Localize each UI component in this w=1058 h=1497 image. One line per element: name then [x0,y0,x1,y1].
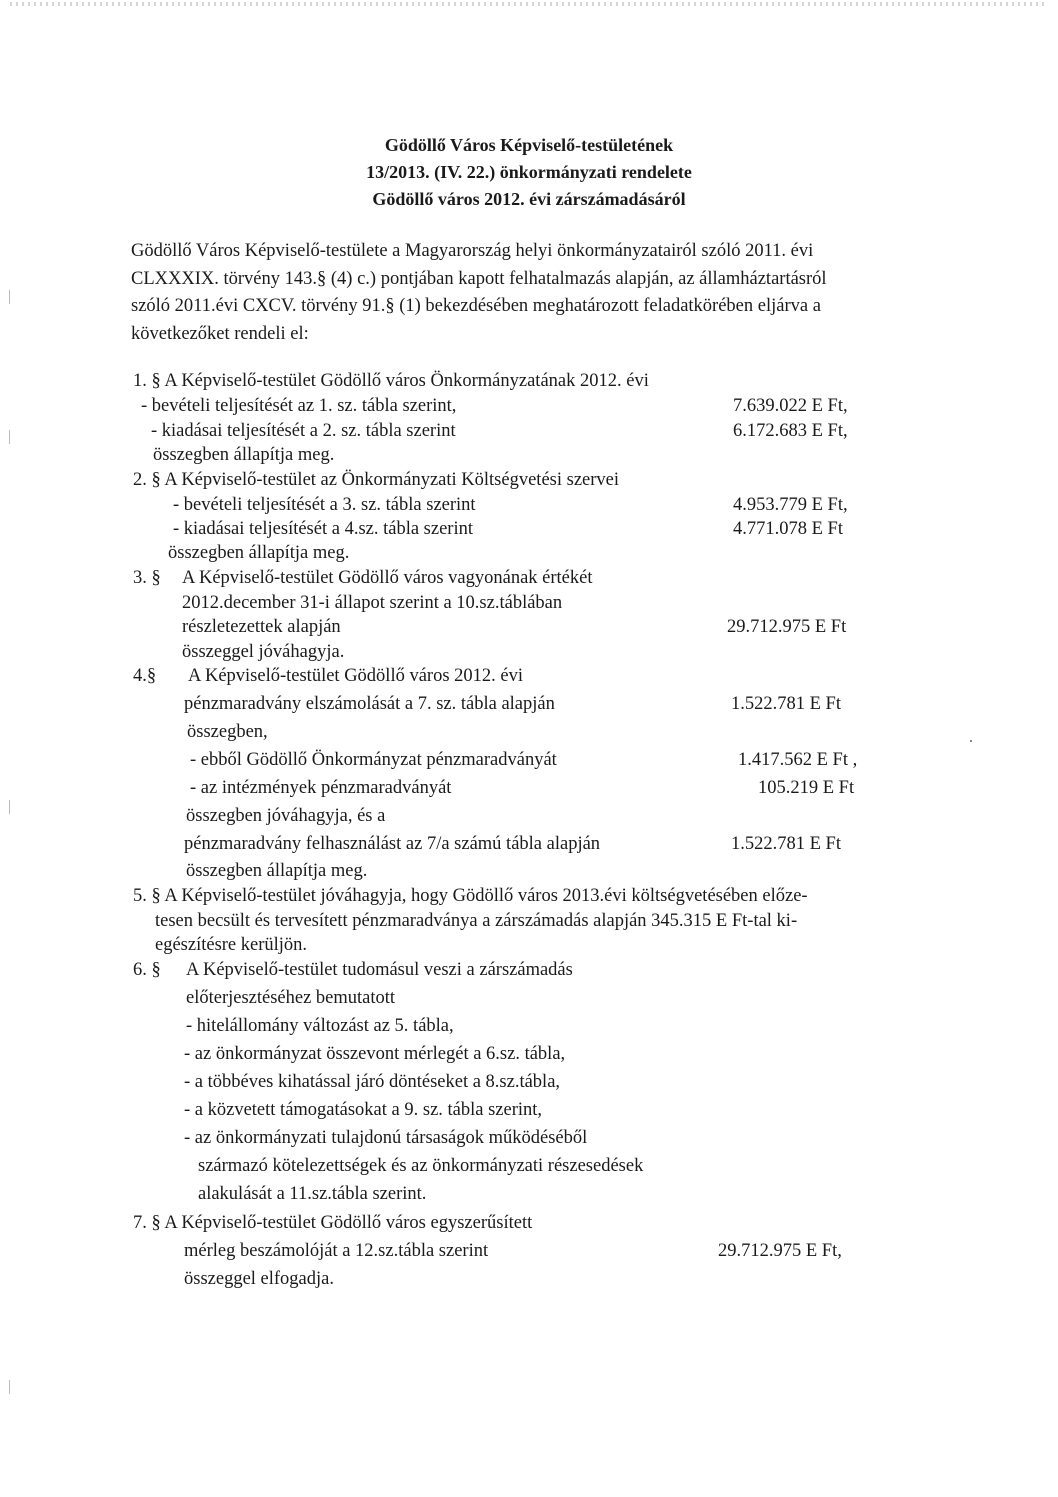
preamble-line: szóló 2011.évi CXCV. törvény 91.§ (1) bekezdésében meghatározott feladatkörében eljárva a [131,296,821,316]
section-6-list-item: - az önkormányzati tulajdonú társaságok működéséből [184,1128,588,1148]
section-4-amount: 105.219 E Ft [758,778,855,798]
section-4-line: - ebből Gödöllő Önkormányzat pénzmaradványát [190,750,557,770]
preamble [131,238,943,348]
section-1-amount: 7.639.022 E Ft, [733,396,848,416]
section-6-list-item: származó kötelezettségek és az önkormányzati részesedések [198,1156,644,1176]
section-2-amount: 4.771.078 E Ft [733,519,843,539]
section-3-line: 2012.december 31-i állapot szerint a 10.sz.táblában [182,593,563,613]
preamble-line: CLXXXIX. törvény 143.§ (4) c.) pontjában kapott felhatalmazás alapján, az államháztartásról [131,268,827,289]
section-2-amount: 4.953.779 E Ft, [733,495,848,515]
section-4-line: összegben, [187,722,268,742]
margin-mark [9,430,10,444]
section-1-amount: 6.172.683 E Ft, [733,421,848,441]
section-6-line: A Képviselő-testület tudomásul veszi a zárszámadás [186,960,573,980]
section-4-line: összegben állapítja meg. [186,861,368,881]
section-4-amount: 1.522.781 E Ft [731,834,841,854]
section-7-line: összeggel elfogadja. [184,1269,334,1289]
section-1-heading: 1. § A Képviselő-testület Gödöllő város Önkormányzatának 2012. évi [133,371,649,391]
section-6-list-item: - az önkormányzat összevont mérlegét a 6.sz. tábla, [184,1044,566,1064]
margin-mark [9,800,10,814]
margin-mark [9,290,10,304]
section-3-line: A Képviselő-testület Gödöllő város vagyonának értékét [182,568,593,588]
scan-speck [970,740,972,742]
section-1-line: összegben állapítja meg. [153,445,335,465]
title-line-3: Gödöllő város 2012. évi zárszámadásáról [372,189,686,209]
section-6-line: előterjesztéséhez bemutatott [186,988,396,1008]
section-7-line: mérleg beszámolóját a 12.sz.tábla szerint [184,1241,489,1261]
section-7-heading: 7. § A Képviselő-testület Gödöllő város egyszerűsített [133,1213,533,1233]
section-6-list-item: - a többéves kihatással járó döntéseket a 8.sz.tábla, [184,1072,561,1092]
section-2-heading: 2. § A Képviselő-testület az Önkormányzati Költségvetési szervei [133,470,620,490]
preamble-line: Gödöllő Város Képviselő-testülete a Magyarország helyi önkormányzatairól szóló 2011. évi [131,241,814,261]
section-4-amount: 1.417.562 E Ft , [738,750,858,770]
section-5-line: 5. § A Képviselő-testület jóváhagyja, hogy Gödöllő város 2013.évi költségvetésében előze- [133,886,808,906]
section-6-list-item: - hitelállomány változást az 5. tábla, [186,1016,454,1036]
title-line-1: Gödöllő Város Képviselő-testületének [384,135,674,155]
section-2-line: - kiadásai teljesítését a 4.sz. tábla szerint [173,519,473,539]
section-5-line: tesen becsült és tervesített pénzmaradványa a zárszámadás alapján 345.315 E Ft-tal ki- [155,911,798,931]
fax-header-noise [10,2,1048,6]
section-4-line: A Képviselő-testület Gödöllő város 2012. évi [188,666,524,686]
section-3-number: 3. § [133,568,161,588]
section-4-number: 4.§ [133,666,157,686]
section-5-line: egészítésre kerüljön. [155,935,308,955]
section-4-line: pénzmaradvány felhasználást az 7/a számú tábla alapján [184,834,601,854]
section-7-amount: 29.712.975 E Ft, [718,1241,842,1261]
section-2-line: összegben állapítja meg. [168,543,350,563]
document-title [0,132,1058,213]
margin-mark [9,1380,10,1394]
section-3-amount: 29.712.975 E Ft [727,617,847,637]
preamble-line: következőket rendeli el: [131,323,309,344]
section-4-line: - az intézmények pénzmaradványát [190,778,452,798]
section-2-line: - bevételi teljesítését a 3. sz. tábla szerint [173,495,476,515]
section-3-line: részletezettek alapján [182,617,341,637]
section-3-line: összeggel jóváhagyja. [182,642,345,662]
section-6-list-item: alakulását a 11.sz.tábla szerint. [198,1184,427,1204]
section-1-line: - kiadásai teljesítését a 2. sz. tábla szerint [151,421,456,441]
section-6-number: 6. § [133,960,161,980]
section-1-line: - bevételi teljesítését az 1. sz. tábla szerint, [141,396,457,416]
title-line-2: 13/2013. (IV. 22.) önkormányzati rendelete [366,162,692,182]
section-4-amount: 1.522.781 E Ft [731,694,841,714]
section-4-line: pénzmaradvány elszámolását a 7. sz. tábla alapján [184,694,555,714]
section-4-line: összegben jóváhagyja, és a [186,806,386,826]
section-6-list-item: - a közvetett támogatásokat a 9. sz. tábla szerint, [184,1100,543,1120]
